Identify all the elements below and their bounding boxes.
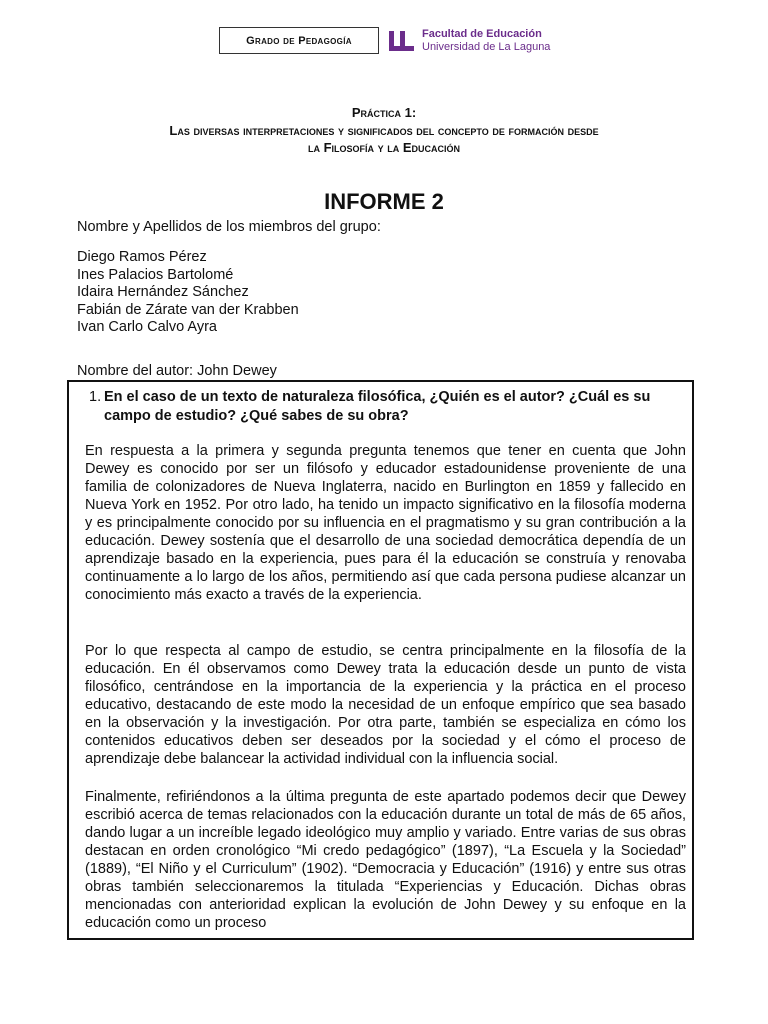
answer-paragraph: En respuesta a la primera y segunda pregunta tenemos que tener en cuenta que John Dewey es conocido por ser un filósofo y educador estadounidense proveniente de una familia de colonizadores de Nueva Inglaterra, nacido en Burlington en 1859 y fallecido en Nueva York en 1952. Por otro lado, ha tenido un impacto significativo en la filosofía moderna y es principalmente conocido por su influencia en el pragmatismo y su gran contribución a la educación. Dewey sostenía que el desarrollo de una sociedad democrática dependía de un aprendizaje basado en la experiencia, pues para él la educación se construía y renovaba continuamente a lo largo de los años, permitiendo así que cada persona pudiese alcanzar un conocimiento más exacto a través de la experiencia.: [85, 443, 686, 603]
member-name: Ivan Carlo Calvo Ayra: [77, 319, 217, 335]
answer-paragraph: Finalmente, refiriéndonos a la última pregunta de este apartado podemos decir que Dewey escribió acerca de temas relacionados con la educación durante un total de más de 65 años, dando lugar a un increíble legado ideológico muy amplio y variado. Entre varias de sus obras destacan en orden cronológico “Mi credo pedagógico” (1897), “La Escuela y la Sociedad” (1889), “El Niño y el Curriculum” (1902). “Democracia y Educación” (1916) y entre sus otras obras también seleccionaremos la titulada “Experiencias y Educación. Dichas obras mencionadas con anterioridad explican la evolución de John Dewey y su enfoque en la educación como un proceso: [85, 789, 686, 931]
faculty-logo: [388, 27, 550, 55]
practice-title-line2: la Filosofía y la Educación: [307, 140, 461, 155]
degree-label: Grado de Pedagogía: [246, 34, 352, 47]
degree-label-box: [219, 27, 379, 54]
member-name: Idaira Hernández Sánchez: [77, 284, 249, 300]
author-line: Nombre del autor: John Dewey: [77, 363, 277, 379]
members-label: Nombre y Apellidos de los miembros del grupo:: [77, 219, 381, 235]
university-logo-icon: [388, 29, 416, 53]
practice-title-line1: Las diversas interpretaciones y significados del concepto de formación desde: [169, 123, 599, 138]
report-title: INFORME 2: [324, 189, 444, 214]
question-text: En el caso de un texto de naturaleza filosófica, ¿Quién es el autor? ¿Cuál es su campo de estudio? ¿Qué sabes de su obra?: [104, 389, 651, 424]
question-number: 1.: [89, 389, 102, 405]
members-list: [77, 249, 299, 337]
answer-box: [67, 380, 694, 940]
question: [89, 388, 687, 426]
answer-paragraph: Por lo que respecta al campo de estudio, se centra principalmente en la filosofía de la educación. En él observamos como Dewey trata la educación desde un punto de vista filosófico, centrándose en la importancia de la experiencia y la práctica en el proceso educativo, destacando de este modo la necesidad de un enfoque empírico que sea basado en la observación y la investigación. Por otra parte, también se especializa en cómo los contenidos educativos deben ser deseados por la sociedad y el cómo el proceso de aprendizaje debe balancear la actividad individual con la influencia social.: [85, 643, 686, 767]
member-name: Diego Ramos Pérez: [77, 249, 207, 265]
practice-number: Práctica 1:: [351, 105, 417, 120]
faculty-name: Facultad de Educación: [422, 28, 542, 40]
university-name: Universidad de La Laguna: [422, 41, 551, 53]
member-name: Fabián de Zárate van der Krabben: [77, 301, 299, 318]
member-name: Ines Palacios Bartolomé: [77, 266, 234, 283]
